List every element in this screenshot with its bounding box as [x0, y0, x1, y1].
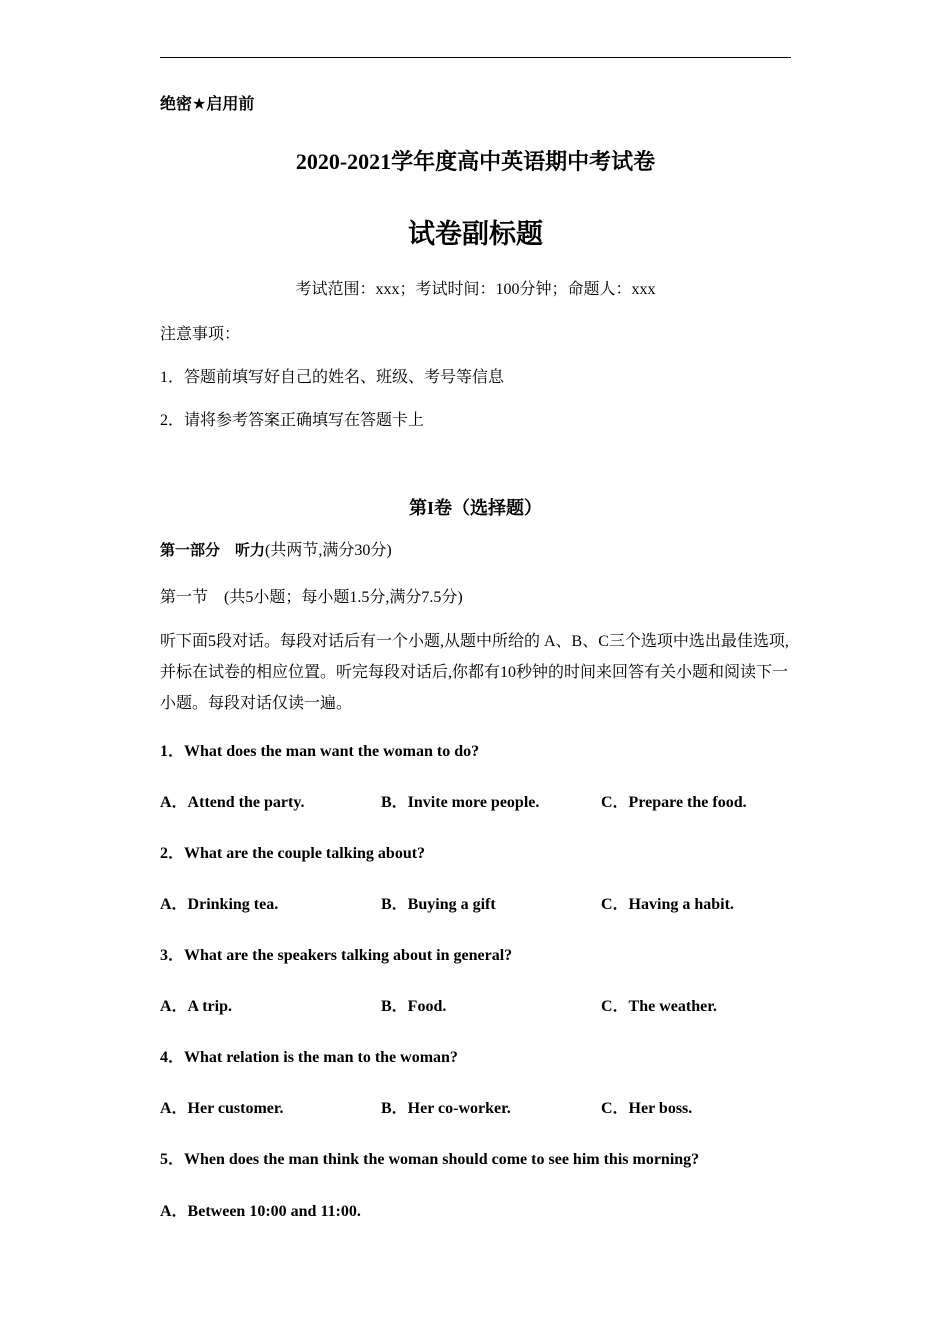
part-heading [160, 537, 392, 560]
option-a: A．A trip. [160, 998, 233, 1015]
exam-page [160, 0, 791, 1344]
option-a: A．Her customer. [160, 1100, 284, 1117]
header-rule [160, 57, 791, 58]
part-heading-bold: 第一部分 听力 [160, 541, 266, 559]
option-c: C．Prepare the food. [601, 794, 747, 811]
question-stem: 5．When does the man think the woman should come to see him this morning? [160, 1151, 700, 1168]
notice-heading: 注意事项： [160, 326, 241, 343]
option-a: A．Attend the party. [160, 794, 305, 811]
question-stem: 1．What does the man want the woman to do? [160, 743, 480, 760]
option-c: C．Her boss. [601, 1100, 693, 1117]
notice-item: 2．请将参考答案正确填写在答题卡上 [160, 412, 425, 429]
exam-subtitle: 试卷副标题 [408, 219, 543, 250]
part-heading-rest: (共两节,满分30分) [265, 542, 392, 559]
option-c: C．The weather. [601, 998, 717, 1015]
question-stem: 4．What relation is the man to the woman? [160, 1049, 458, 1066]
option-a: A．Drinking tea. [160, 896, 279, 913]
option-a: A．Between 10:00 and 11:00. [160, 1203, 361, 1220]
option-b: B．Food. [381, 998, 447, 1015]
option-b: B．Buying a gift [381, 896, 496, 913]
confidential-mark: 绝密★启用前 [160, 94, 255, 113]
exam-title: 2020-2021学年度高中英语期中考试卷 [295, 149, 656, 174]
option-b: B．Invite more people. [381, 794, 540, 811]
section-title: 第I卷（选择题） [408, 498, 542, 518]
subsection-heading: 第一节 (共5小题；每小题1.5分,满分7.5分) [160, 589, 463, 606]
notice-item: 1．答题前填写好自己的姓名、班级、考号等信息 [160, 369, 505, 386]
listening-instructions: 听下面5段对话。每段对话后有一个小题,从题中所给的 A、B、C三个选项中选出最佳选项,并标在试卷的相应位置。听完每段对话后,你都有10秒钟的时间来回答有关小题和阅读下一小题。每段对话仅读一遍。 [160, 633, 789, 712]
option-c: C．Having a habit. [601, 896, 734, 913]
exam-info: 考试范围：xxx；考试时间：100分钟；命题人：xxx [295, 281, 656, 298]
question-stem: 2．What are the couple talking about? [160, 845, 426, 862]
question-stem: 3．What are the speakers talking about in general? [160, 947, 513, 964]
option-b: B．Her co-worker. [381, 1100, 511, 1117]
